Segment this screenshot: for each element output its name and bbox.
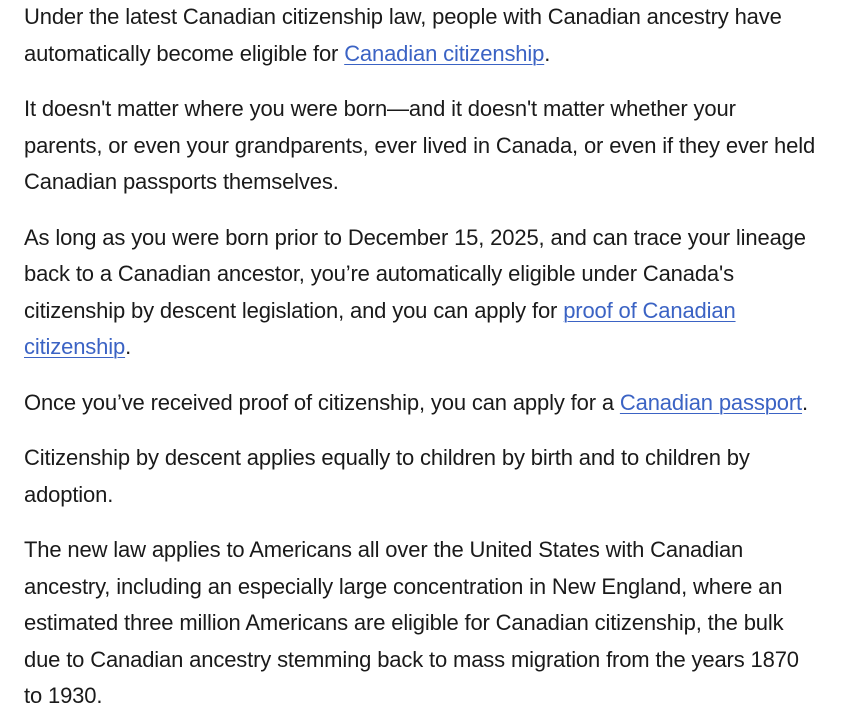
punctuation: . bbox=[802, 389, 808, 415]
paragraph-birthplace bbox=[24, 91, 858, 201]
paragraph-passport bbox=[24, 385, 858, 422]
text-line: estimated three million Americans are eligible for Canadian citizenship, the bulk bbox=[24, 610, 784, 635]
text-line: back to a Canadian ancestor, you’re automatically eligible under Canada's bbox=[24, 261, 734, 286]
text-line: As long as you were born prior to December 15, 2025, and can trace your lineage bbox=[24, 224, 806, 250]
text-line bbox=[24, 293, 858, 330]
paragraph-eligibility bbox=[24, 220, 858, 366]
text-line: The new law applies to Americans all over the United States with Canadian bbox=[24, 537, 744, 562]
canadian-citizenship-link[interactable]: Canadian citizenship bbox=[344, 40, 545, 66]
paragraph-adoption bbox=[24, 440, 858, 513]
punctuation: . bbox=[125, 334, 132, 359]
text-line: due to Canadian ancestry stemming back to mass migration from the years 1870 bbox=[24, 646, 799, 672]
text-line bbox=[24, 385, 858, 422]
text-line: Citizenship by descent applies equally to children by birth and to children by bbox=[24, 445, 750, 470]
text-segment: citizenship by descent legislation, and you can apply for bbox=[24, 297, 564, 323]
punctuation: . bbox=[544, 40, 551, 66]
text-line: Under the latest Canadian citizenship law, people with Canadian ancestry have bbox=[24, 4, 782, 29]
text-line bbox=[24, 329, 858, 366]
canadian-passport-link[interactable]: Canadian passport bbox=[619, 389, 803, 415]
text-line: parents, or even your grandparents, ever lived in Canada, or even if they ever held bbox=[24, 132, 816, 158]
text-segment: Once you’ve received proof of citizenship, you can apply for a bbox=[24, 389, 620, 415]
text-line: to 1930. bbox=[24, 683, 103, 708]
text-line bbox=[24, 36, 858, 73]
text-line: It doesn't matter where you were born—and it doesn't matter whether your bbox=[24, 96, 736, 121]
text-line: adoption. bbox=[24, 481, 114, 507]
proof-of-citizenship-link[interactable]: proof of Canadian bbox=[563, 297, 736, 323]
paragraph-new-england bbox=[24, 532, 858, 715]
paragraph-citizenship-law bbox=[24, 0, 858, 72]
text-line: Canadian passports themselves. bbox=[24, 169, 339, 194]
text-segment: automatically become eligible for bbox=[24, 40, 345, 66]
proof-of-citizenship-link-continued[interactable]: citizenship bbox=[24, 334, 126, 359]
text-line: ancestry, including an especially large concentration in New England, where an bbox=[24, 573, 783, 599]
